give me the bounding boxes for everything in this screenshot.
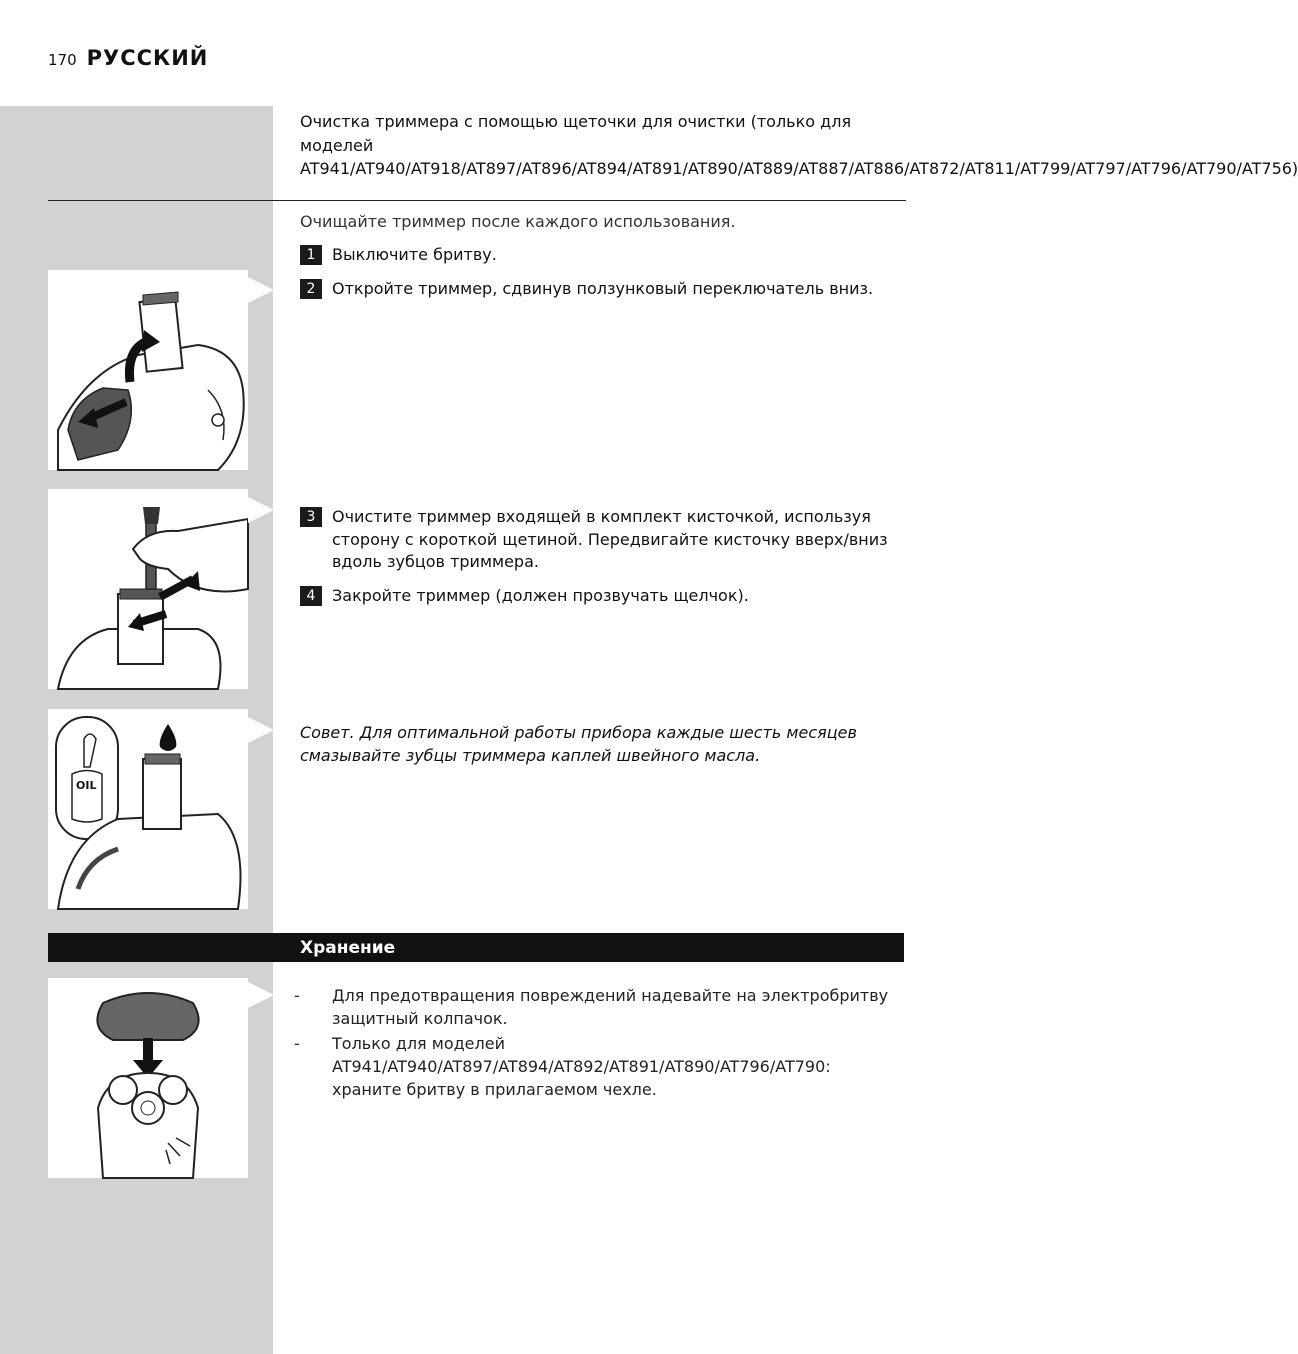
- illustration-open-trimmer: [48, 270, 248, 470]
- section-divider: [48, 200, 906, 201]
- step-3: [300, 506, 906, 574]
- oil-label: OIL: [76, 779, 97, 792]
- bullet-dash: -: [294, 986, 300, 1005]
- step-number-badge: 3: [300, 507, 322, 527]
- illustration-pointer: [248, 717, 274, 743]
- oil-bottle-icon: [48, 709, 248, 909]
- shaver-cap-icon: [48, 978, 248, 1178]
- step-2: [300, 278, 906, 301]
- step-4: [300, 585, 906, 608]
- shaver-trimmer-open-icon: [48, 270, 248, 470]
- step-text: Откройте триммер, сдвинув ползунковый переключатель вниз.: [332, 279, 874, 298]
- storage-list: [290, 984, 890, 1103]
- illustration-pointer: [248, 982, 274, 1008]
- cleaning-brush-icon: [48, 489, 248, 689]
- page-number: 170: [48, 51, 77, 69]
- illustration-pointer: [248, 497, 274, 523]
- list-item: [290, 984, 890, 1030]
- storage-section-band: [48, 933, 904, 962]
- storage-title: Хранение: [300, 938, 396, 958]
- step-number-badge: 2: [300, 279, 322, 299]
- page-header: [48, 46, 208, 70]
- language-title: РУССКИЙ: [86, 46, 209, 70]
- list-item-text: Только для моделей AT941/AT940/AT897/AT894/AT892/AT891/AT890/AT796/AT790: храните бритву в прилагаемом чехле.: [332, 1034, 831, 1099]
- tip-text: Совет. Для оптимальной работы прибора каждые шесть месяцев смазывайте зубцы триммера каплей швейного масла.: [300, 723, 857, 765]
- section-intro: Очищайте триммер после каждого использования.: [300, 212, 736, 231]
- step-number-badge: 1: [300, 245, 322, 265]
- illustration-pointer: [248, 277, 274, 303]
- list-item-text: Для предотвращения повреждений надевайте на электробритву защитный колпачок.: [332, 986, 889, 1028]
- step-number-badge: 4: [300, 586, 322, 606]
- list-item: [290, 1032, 890, 1101]
- step-text: Выключите бритву.: [332, 245, 497, 264]
- step-text: Закройте триммер (должен прозвучать щелчок).: [332, 586, 749, 605]
- illustration-oil: [48, 709, 248, 909]
- step-text: Очистите триммер входящей в комплект кисточкой, используя сторону с короткой щетиной. Передвигайте кисточку вверх/вниз вдоль зубцов триммера.: [332, 507, 888, 571]
- section-title: Очистка триммера с помощью щеточки для очистки (только для моделей AT941/AT940/AT918/AT897/AT896/AT894/AT891/AT890/AT889/AT887/AT886/AT872/AT811/AT799/AT797/AT796/AT790/AT756): [300, 112, 1298, 178]
- step-1: [300, 244, 906, 267]
- bullet-dash: -: [294, 1034, 300, 1053]
- illustration-protective-cap: [48, 978, 248, 1178]
- illustration-brush-cleaning: [48, 489, 248, 689]
